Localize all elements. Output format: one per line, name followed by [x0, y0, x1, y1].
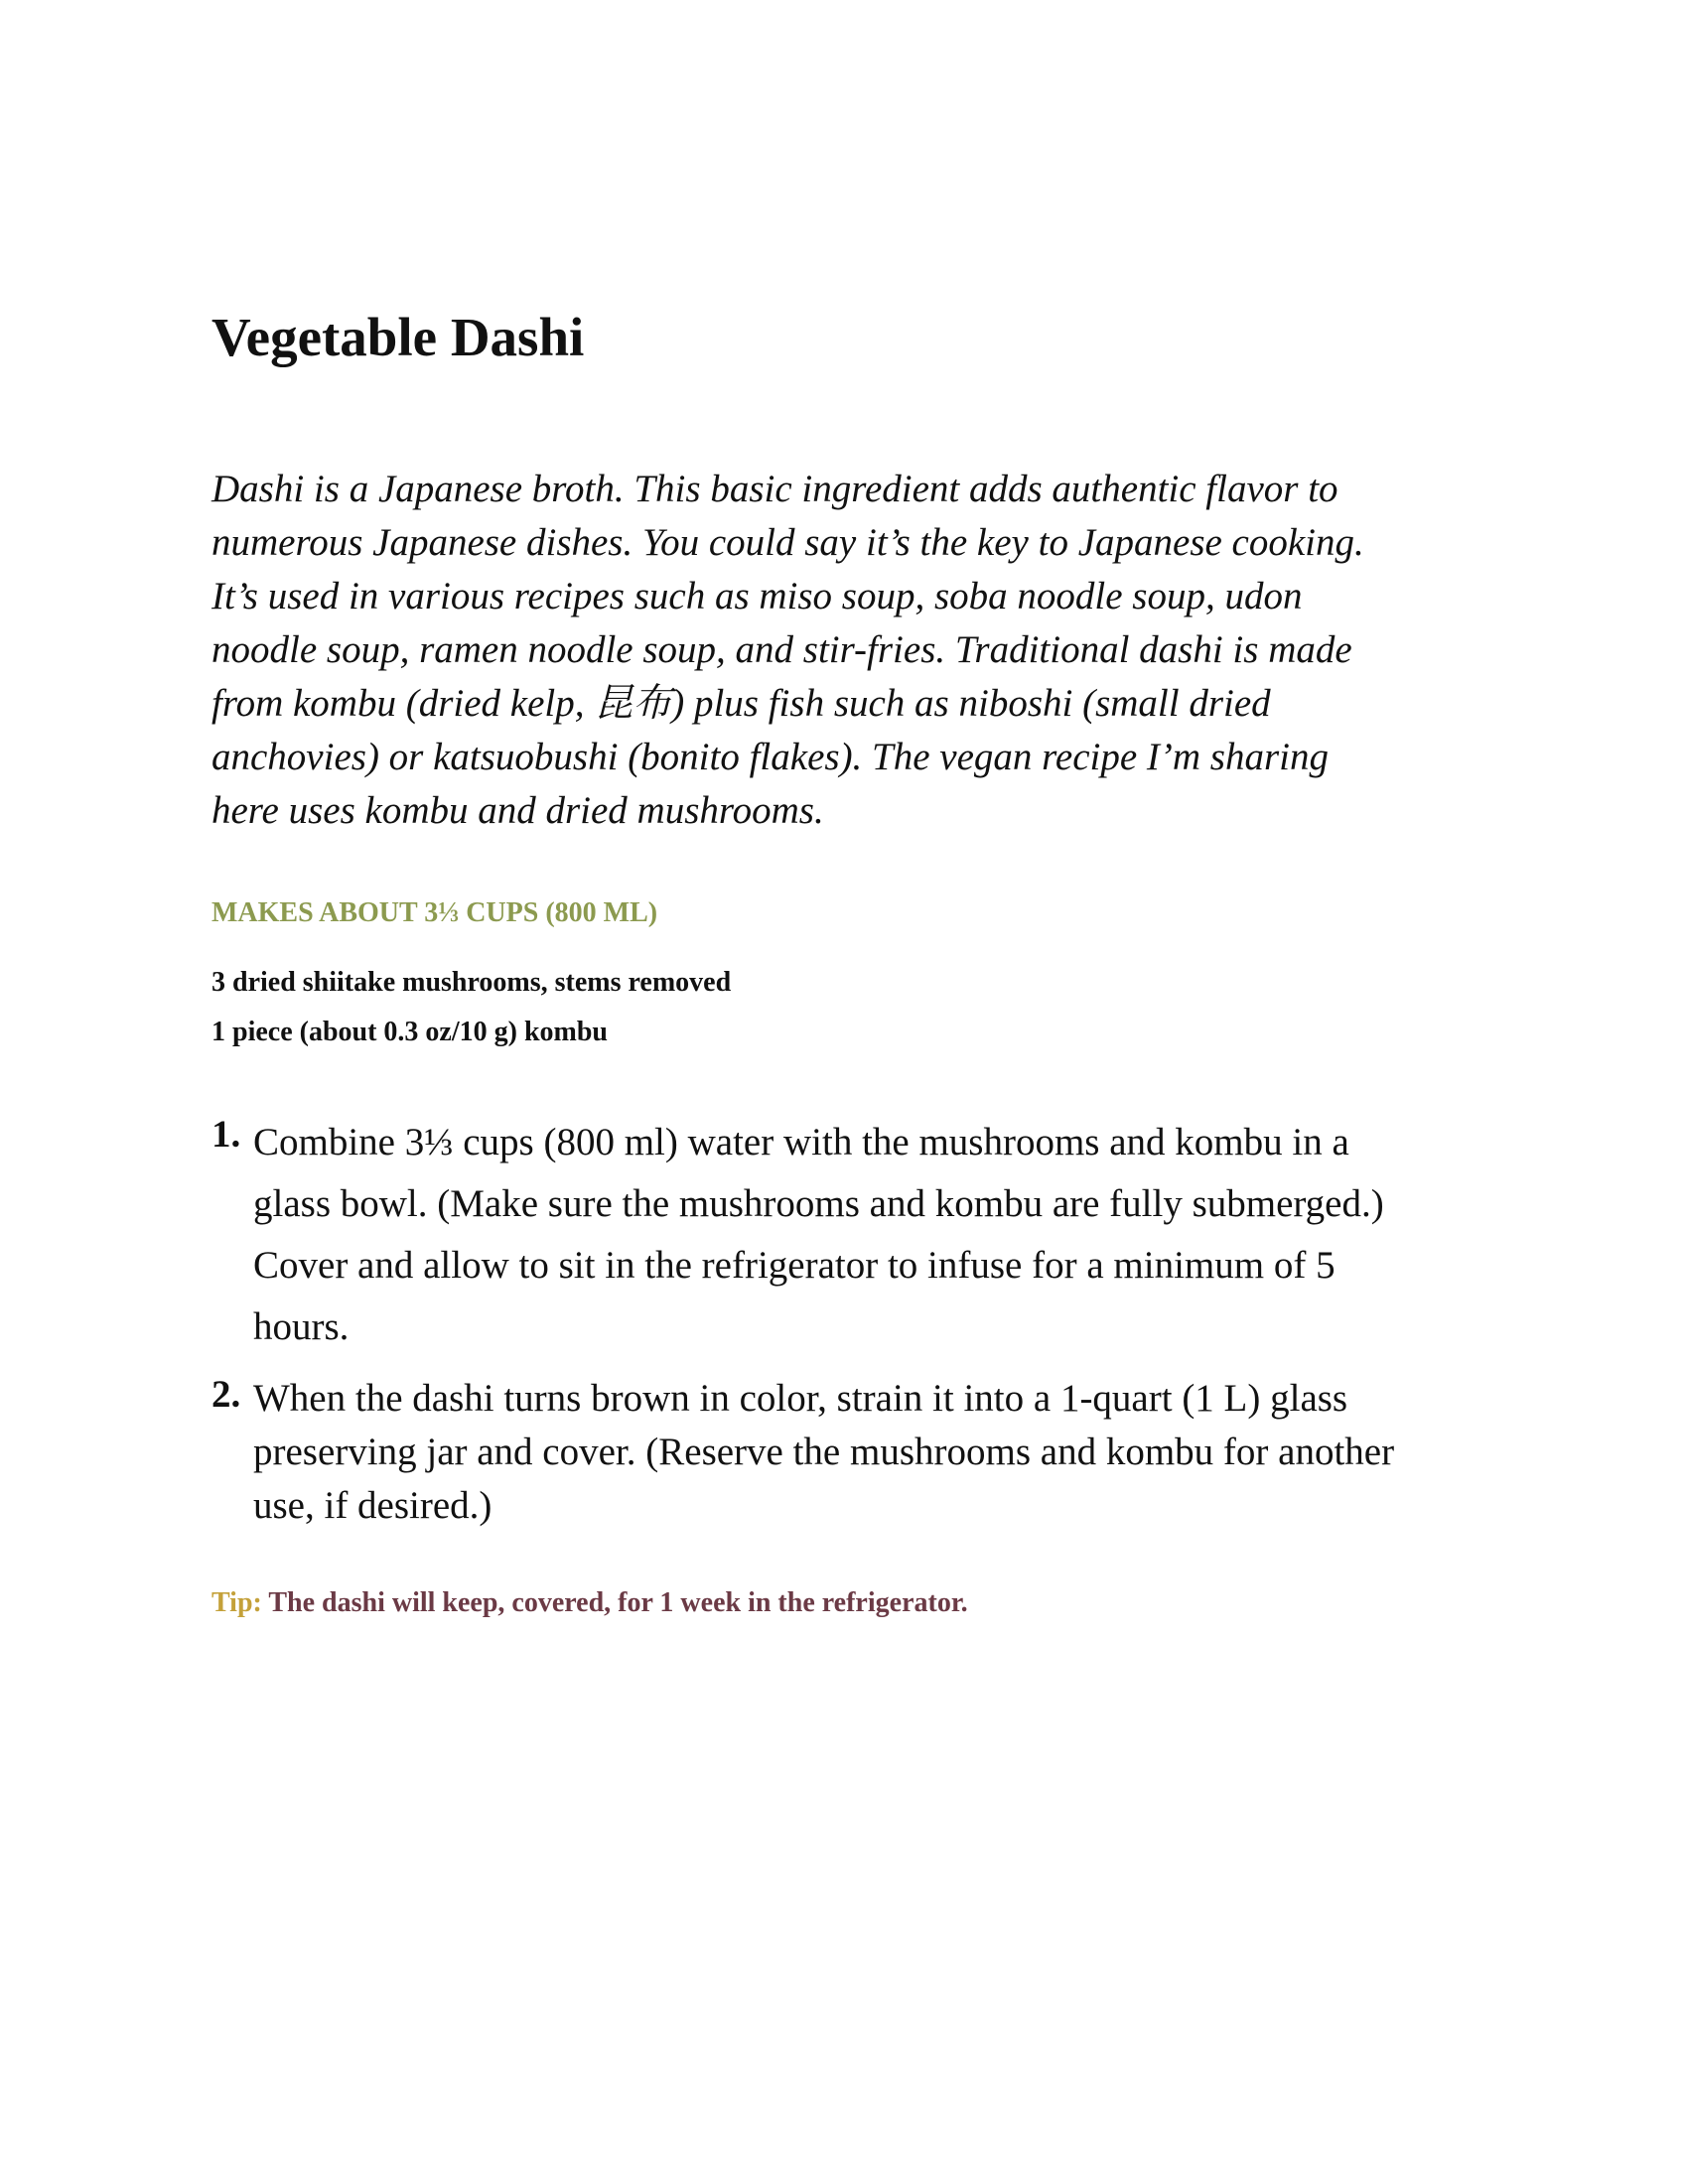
- recipe-title: Vegetable Dashi: [211, 307, 585, 367]
- ingredient-item: 3 dried shiitake mushrooms, stems removed: [211, 967, 732, 998]
- step-item: [211, 1112, 1502, 1358]
- recipe-yield: MAKES ABOUT 3⅓ CUPS (800 ML): [211, 897, 658, 928]
- step-number: 1.: [211, 1113, 241, 1156]
- intro-line: from kombu (dried kelp, 昆布) plus fish such as niboshi (small dried: [211, 682, 1271, 725]
- ingredient-list: [211, 958, 731, 1057]
- step-line: Cover and allow to sit in the refrigerator to infuse for a minimum of 5: [253, 1244, 1336, 1287]
- instruction-step-2: [211, 1372, 1502, 1533]
- step-item: [211, 1372, 1502, 1533]
- intro-line: numerous Japanese dishes. You could say it’s the key to Japanese cooking.: [211, 521, 1364, 564]
- tip-label: Tip:: [211, 1587, 262, 1618]
- step-line: use, if desired.): [253, 1484, 492, 1527]
- intro-line: here uses kombu and dried mushrooms.: [211, 789, 824, 832]
- tip-text: The dashi will keep, covered, for 1 week in the refrigerator.: [261, 1587, 968, 1618]
- intro-line: Dashi is a Japanese broth. This basic ingredient adds authentic flavor to: [211, 468, 1338, 510]
- ingredient-item: 1 piece (about 0.3 oz/10 g) kombu: [211, 1017, 608, 1047]
- intro-line: anchovies) or katsuobushi (bonito flakes). The vegan recipe I’m sharing: [211, 736, 1330, 778]
- step-line: preserving jar and cover. (Reserve the mushrooms and kombu for another: [253, 1431, 1395, 1473]
- recipe-tip: [211, 1585, 968, 1621]
- intro-line: noodle soup, ramen noodle soup, and stir-fries. Traditional dashi is made: [211, 628, 1352, 671]
- step-line: glass bowl. (Make sure the mushrooms and kombu are fully submerged.): [253, 1182, 1384, 1225]
- step-line: When the dashi turns brown in color, strain it into a 1-quart (1 L) glass: [253, 1377, 1348, 1420]
- step-line: hours.: [253, 1305, 350, 1348]
- recipe-intro: [211, 463, 1502, 838]
- intro-line: It’s used in various recipes such as miso soup, soba noodle soup, udon: [211, 575, 1303, 617]
- step-number: 2.: [211, 1373, 241, 1416]
- instruction-step-1: [211, 1112, 1502, 1358]
- step-line: Combine 3⅓ cups (800 ml) water with the mushrooms and kombu in a: [253, 1121, 1349, 1163]
